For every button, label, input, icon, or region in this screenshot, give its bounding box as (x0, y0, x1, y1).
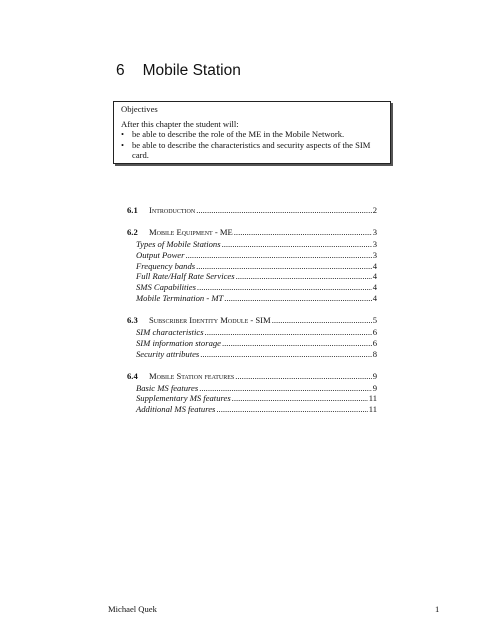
toc-section-title: Mobile Station features (149, 370, 235, 381)
toc-sub-entry[interactable] (127, 404, 377, 415)
toc-page-number: 3 (372, 226, 377, 237)
toc-page-number: 4 (372, 260, 377, 271)
toc-entry-title: SMS Capabilities (136, 282, 196, 293)
toc-entry-title: Additional MS features (136, 404, 216, 415)
toc-leader-dots (232, 393, 368, 403)
toc-sub-entry[interactable] (127, 393, 377, 404)
toc-sub-entry[interactable] (127, 383, 377, 394)
toc-leader-dots (196, 205, 372, 215)
toc-page-number: 4 (372, 271, 377, 282)
toc-section (127, 205, 377, 216)
toc-entry-title: Mobile Termination - MT (136, 293, 224, 304)
toc-entry-title: Frequency bands (136, 260, 196, 271)
objectives-intro: After this chapter the student will: (121, 119, 239, 130)
toc-sub-entry[interactable] (127, 349, 377, 360)
toc-sub-entry[interactable] (127, 293, 377, 304)
toc-section (127, 227, 377, 304)
toc-page-number: 8 (372, 348, 377, 359)
toc-main-entry[interactable] (127, 205, 377, 216)
toc-page-number: 5 (372, 315, 377, 326)
toc-section-number: 6.3 (127, 315, 138, 326)
toc-entry-title: Full Rate/Half Rate Services (136, 271, 235, 282)
table-of-contents (127, 205, 377, 426)
toc-leader-dots (234, 227, 372, 237)
chapter-name: Mobile Station (142, 62, 241, 79)
toc-page-number: 6 (372, 327, 377, 338)
toc-leader-dots (216, 404, 367, 414)
toc-section-title: Introduction (149, 205, 196, 215)
toc-page-number: 9 (372, 382, 377, 393)
toc-sub-entry[interactable] (127, 250, 377, 261)
chapter-number: 6 (116, 62, 125, 79)
footer-page-number: 1 (435, 604, 440, 614)
toc-leader-dots (197, 282, 372, 292)
toc-leader-dots (272, 315, 372, 325)
toc-sub-entry[interactable] (127, 282, 377, 293)
toc-page-number: 4 (372, 282, 377, 293)
toc-page-number: 3 (372, 249, 377, 260)
toc-page-number: 6 (372, 337, 377, 348)
toc-sub-entry[interactable] (127, 261, 377, 272)
toc-section-title: Subscriber Identity Module - SIM (149, 315, 271, 326)
toc-entry-title: Security attributes (136, 348, 200, 359)
toc-main-entry[interactable] (127, 227, 377, 238)
toc-page-number: 4 (372, 293, 377, 304)
toc-leader-dots (196, 261, 372, 271)
toc-sub-entry[interactable] (127, 327, 377, 338)
toc-section-number: 6.1 (127, 205, 138, 215)
toc-main-entry[interactable] (127, 371, 377, 382)
toc-page-number: 11 (368, 393, 377, 404)
objectives-heading: Objectives (121, 104, 158, 114)
footer-author: Michael Quek (108, 604, 157, 614)
toc-page-number: 9 (372, 370, 377, 381)
toc-leader-dots (222, 239, 372, 249)
toc-page-number: 3 (372, 238, 377, 249)
objectives-list (121, 129, 384, 160)
toc-leader-dots (224, 293, 371, 303)
chapter-title (116, 62, 241, 80)
toc-entry-title: SIM characteristics (136, 327, 204, 338)
toc-section (127, 315, 377, 360)
objective-item: • be able to describe the characteristics and security aspects of the SIM card. (121, 140, 384, 160)
toc-leader-dots (205, 327, 372, 337)
toc-section-number: 6.2 (127, 226, 138, 237)
toc-sub-entry[interactable] (127, 271, 377, 282)
toc-leader-dots (222, 338, 372, 348)
objective-item: • be able to describe the role of the ME in the Mobile Network. (121, 129, 384, 139)
toc-entry-title: Output Power (136, 249, 185, 260)
toc-section-number: 6.4 (127, 370, 138, 381)
toc-page-number: 2 (372, 205, 377, 215)
toc-sub-entry[interactable] (127, 338, 377, 349)
toc-entry-title: Supplementary MS features (136, 393, 231, 404)
toc-section (127, 371, 377, 416)
objectives-box (113, 101, 391, 164)
toc-section-title: Mobile Equipment - ME (149, 226, 233, 237)
toc-entry-title: SIM information storage (136, 337, 221, 348)
toc-entry-title: Types of Mobile Stations (136, 238, 221, 249)
toc-leader-dots (236, 271, 372, 281)
toc-leader-dots (235, 371, 371, 381)
toc-main-entry[interactable] (127, 315, 377, 326)
toc-sub-entry[interactable] (127, 239, 377, 250)
toc-leader-dots (199, 383, 371, 393)
toc-leader-dots (200, 349, 371, 359)
toc-page-number: 11 (368, 404, 377, 415)
toc-entry-title: Basic MS features (136, 382, 199, 393)
toc-leader-dots (185, 250, 371, 260)
